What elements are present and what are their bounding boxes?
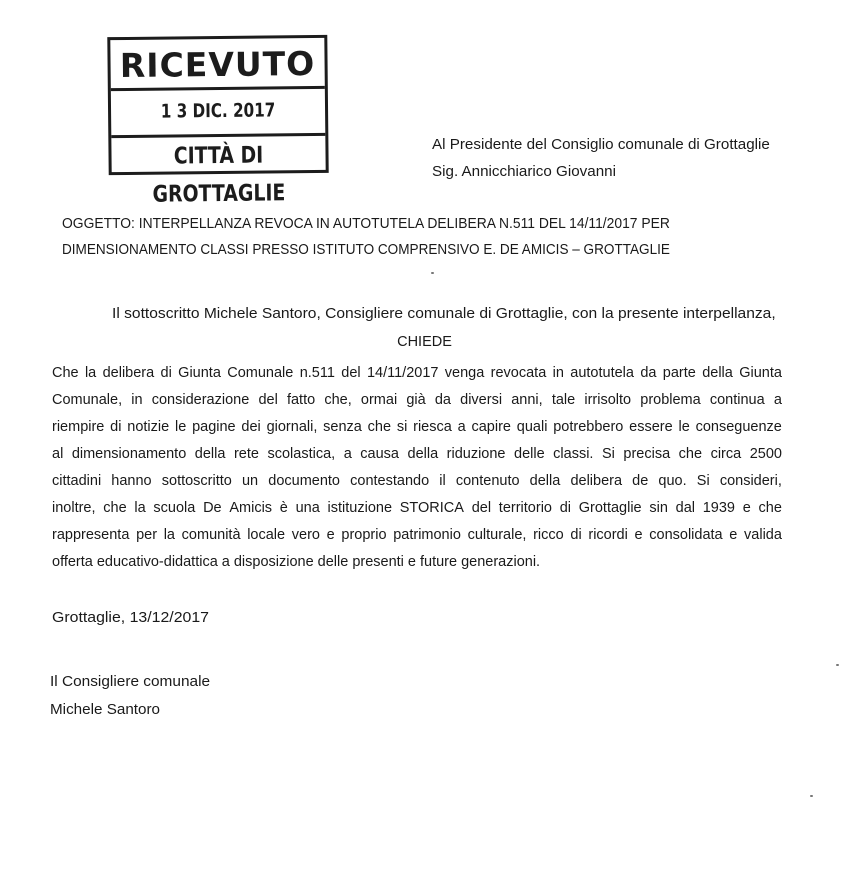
body-line: Che la delibera di Giunta Comunale n.511 del 14/11/2017 venga revocata in autotutela da parte della Giunta: [52, 365, 782, 381]
place-date: Grottaglie, 13/12/2017: [52, 610, 209, 626]
paper-speck: [431, 272, 434, 274]
body-line: inoltre, che la scuola De Amicis è una istituzione STORICA del territorio di Grottaglie sin dal 1939 e che: [52, 500, 782, 516]
signature-name: Michele Santoro: [50, 702, 161, 718]
signature-role: Il Consigliere comunale: [50, 674, 211, 690]
received-stamp: [107, 35, 328, 208]
subject-line-1: OGGETTO: INTERPELLANZA REVOCA IN AUTOTUTELA DELIBERA N.511 DEL 14/11/2017 PER: [62, 216, 670, 232]
body-line: riempire di notizie le pagine dei giornali, senza che si riesca a capire quali potrebbero essere le conseguenze: [52, 419, 782, 435]
stamp-title: RICEVUTO: [110, 42, 324, 91]
body-line: rappresenta per la comunità locale vero e proprio patrimonio culturale, ricco di ricordi e consolidata e valida: [52, 527, 782, 543]
addressee-line-2: Sig. Annicchiarico Giovanni: [432, 164, 616, 180]
stamp-city: CITTÀ DI GROTTAGLIE: [111, 133, 325, 176]
stamp-date: 1 3 DIC. 2017: [160, 99, 276, 123]
intro-text: Il sottoscritto Michele Santoro, Consigliere comunale di Grottaglie, con la presente interpellanza,: [112, 306, 776, 322]
request-heading: CHIEDE: [397, 334, 452, 350]
body-line: cittadini hanno sottoscritto un documento contestando il contenuto della delibera de quo. Si consideri,: [52, 473, 782, 489]
body-line: al dimensionamento della rete scolastica, a causa della riduzione delle classi. Si precisa che circa 2500: [52, 446, 782, 462]
addressee-line-1: Al Presidente del Consiglio comunale di Grottaglie: [432, 137, 770, 153]
body-line: Comunale, in considerazione del fatto che, ormai già da diversi anni, tale irrisolto problema continua a: [52, 392, 782, 408]
body-paragraph: [52, 360, 782, 576]
subject-line-2: DIMENSIONAMENTO CLASSI PRESSO ISTITUTO COMPRENSIVO E. DE AMICIS – GROTTAGLIE: [62, 242, 670, 258]
paper-speck: [836, 664, 839, 666]
body-line: offerta educativo-didattica a disposizione delle presenti e future generazioni.: [52, 554, 541, 570]
paper-speck: [810, 795, 813, 797]
